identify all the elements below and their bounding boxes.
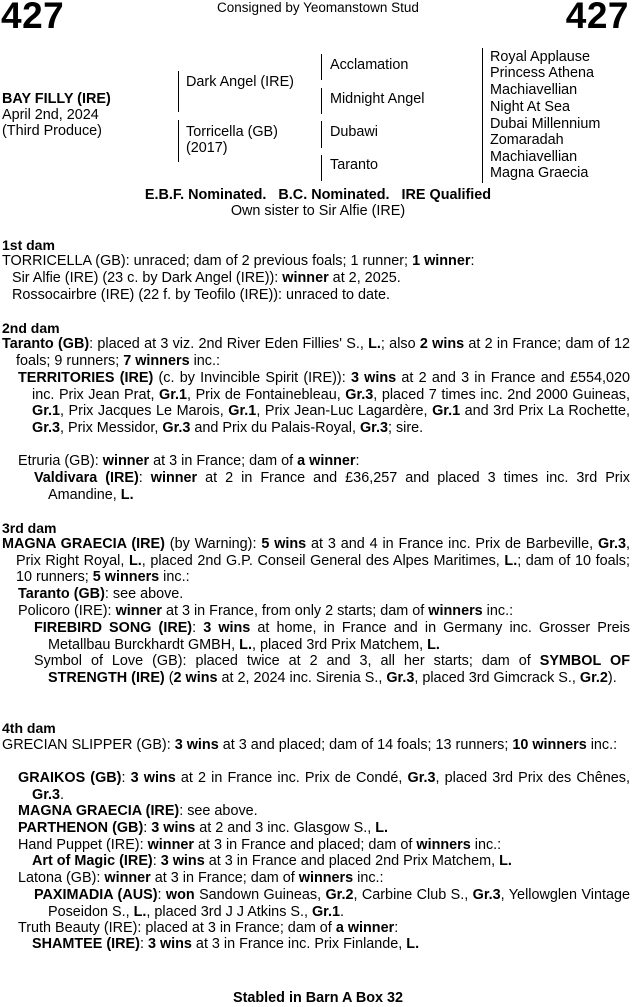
d4-entry-paximadia: PAXIMADIA (AUS): won Sandown Guineas, Gr.2, Carbine Club S., Gr.3, Yellowglen Vintage Poseidon S., L., placed 3rd J J Atkins S., Gr.1. [34, 887, 630, 920]
consignor: Consigned by Yeomanstown Stud [217, 0, 419, 15]
d4-entry-grecian-slipper: GRECIAN SLIPPER (GB): 3 wins at 3 and placed; dam of 14 foals; 13 runners; 10 winners inc.: [2, 737, 618, 753]
pedigree-g4-6: Machiavellian [490, 149, 578, 165]
pedigree-g4-2: Machiavellian [490, 82, 578, 98]
horse-name: BAY FILLY (IRE) [2, 91, 111, 107]
horse-foaled: April 2nd, 2024 [2, 107, 99, 123]
d3-entry-taranto: Taranto (GB): see above. [18, 586, 184, 602]
pedigree-sire: Dark Angel (IRE) [186, 74, 294, 90]
pedigree-g4-5: Zomaradah [490, 132, 564, 148]
pedigree-line-sd [321, 88, 322, 114]
pedigree-dam: Torricella (GB) [186, 124, 278, 140]
d1-entry-dam: TORRICELLA (GB): unraced; dam of 2 previous foals; 1 runner; 1 winner: [2, 253, 475, 269]
section-1st-dam: 1st dam [2, 237, 55, 253]
pedigree-dam-year: (2017) [186, 140, 228, 156]
pedigree-sire-dam: Midnight Angel [330, 91, 425, 107]
pedigree-g4-7: Magna Graecia [490, 165, 589, 181]
pedigree-g4-4: Dubai Millennium [490, 116, 601, 132]
d2-entry-etruria: Etruria (GB): winner at 3 in France; dam of a winner: [18, 453, 360, 469]
pedigree-line-dd [321, 155, 322, 181]
pedigree-line-g4-2 [482, 82, 483, 116]
pedigree-dam-dam: Taranto [330, 157, 378, 173]
d4-entry-art-of-magic: Art of Magic (IRE): 3 wins at 3 in France and placed 2nd Prix Matchem, L. [32, 853, 512, 869]
d4-entry-hand-puppet: Hand Puppet (IRE): winner at 3 in France and placed; dam of winners inc.: [18, 837, 502, 853]
d4-entry-latona: Latona (GB): winner at 3 in France; dam of winners inc.: [18, 870, 384, 886]
pedigree-sire-sire: Acclamation [330, 57, 409, 73]
d2-entry-territories: TERRITORIES (IRE) (c. by Invincible Spirit (IRE)): 3 wins at 2 and 3 in France and £554,020 inc. Prix Jean Prat, Gr.1, Prix de Fontainebleau, Gr.3, placed 7 times inc. 2nd 2000 Guineas, Gr.1, Prix Jacques Le Marois, Gr.1, Prix Jean-Luc Lagardère, Gr.1 and 3rd Prix La Rochette, Gr.3, Prix Messidor, Gr.3 and Prix du Palais-Royal, Gr.3; sire. [18, 370, 630, 436]
d3-entry-symbol-of-love: Symbol of Love (GB): placed twice at 2 and 3, all her starts; dam of SYMBOL OF STRENGTH (IRE) (2 wins at 2, 2024 inc. Sirenia S., Gr.3, placed 3rd Gimcrack S., Gr.2). [34, 653, 630, 686]
d4-entry-shamtee: SHAMTEE (IRE): 3 wins at 3 in France inc. Prix Finlande, L. [32, 936, 420, 952]
pedigree-g4-3: Night At Sea [490, 99, 570, 115]
d4-entry-graikos: GRAIKOS (GB): 3 wins at 2 in France inc. Prix de Condé, Gr.3, placed 3rd Prix des Chênes, Gr.3. [18, 770, 630, 803]
pedigree-dam-sire: Dubawi [330, 124, 378, 140]
d4-entry-truth-beauty: Truth Beauty (IRE): placed at 3 in France; dam of a winner: [18, 920, 399, 936]
lot-number-right: 427 [565, 0, 629, 36]
pedigree-g4-1: Princess Athena [490, 65, 594, 81]
sister-note: Own sister to Sir Alfie (IRE) [230, 203, 406, 219]
stabling-note: Stabled in Barn A Box 32 [232, 990, 404, 1006]
section-2nd-dam: 2nd dam [2, 320, 60, 336]
d3-entry-firebird-song: FIREBIRD SONG (IRE): 3 wins at home, in France and in Germany inc. Grosser Preis Metallbau Burckhardt GMBH, L., placed 3rd Prix Matchem, L. [34, 620, 631, 653]
pedigree-line-dam [178, 120, 179, 162]
d2-entry-valdivara: Valdivara (IRE): winner at 2 in France and £36,257 and placed 3 times inc. 3rd Prix Amandine, L. [34, 470, 630, 503]
d3-entry-policoro: Policoro (IRE): winner at 3 in France, from only 2 starts; dam of winners inc.: [18, 603, 514, 619]
pedigree-line-ss [321, 54, 322, 80]
horse-produce: (Third Produce) [2, 123, 102, 139]
pedigree-line-g4-3 [482, 116, 483, 150]
d4-entry-parthenon: PARTHENON (GB): 3 wins at 2 and 3 inc. Glasgow S., L. [18, 820, 389, 836]
lot-number-left: 427 [1, 0, 65, 36]
section-4th-dam: 4th dam [2, 720, 56, 736]
d1-entry-sir-alfie: Sir Alfie (IRE) (23 c. by Dark Angel (IRE)): winner at 2, 2025. [12, 270, 401, 286]
nominations: E.B.F. Nominated. B.C. Nominated. IRE Qualified [144, 187, 492, 203]
section-3rd-dam: 3rd dam [2, 520, 57, 536]
pedigree-line-sire [178, 71, 179, 112]
pedigree-g4-0: Royal Applause [490, 49, 591, 65]
pedigree-line-g4-1 [482, 48, 483, 82]
d4-entry-magna-graecia: MAGNA GRAECIA (IRE): see above. [18, 803, 258, 819]
pedigree-line-ds [321, 121, 322, 148]
d3-entry-magna-graecia: MAGNA GRAECIA (IRE) (by Warning): 5 wins at 3 and 4 in France inc. Prix de Barbeville, Gr.3, Prix Right Royal, L., placed 2nd G.P. Conseil General des Alpes Maritimes, L.; dam of 10 foals; 10 runners; 5 winners inc.: [2, 536, 630, 586]
d1-entry-rossocairbre: Rossocairbre (IRE) (22 f. by Teofilo (IRE)): unraced to date. [12, 287, 391, 303]
d2-entry-taranto: Taranto (GB): placed at 3 viz. 2nd River Eden Fillies' S., L.; also 2 wins at 2 in France; dam of 12 foals; 9 runners; 7 winners inc.: [2, 336, 630, 369]
pedigree-line-g4-4 [482, 150, 483, 183]
